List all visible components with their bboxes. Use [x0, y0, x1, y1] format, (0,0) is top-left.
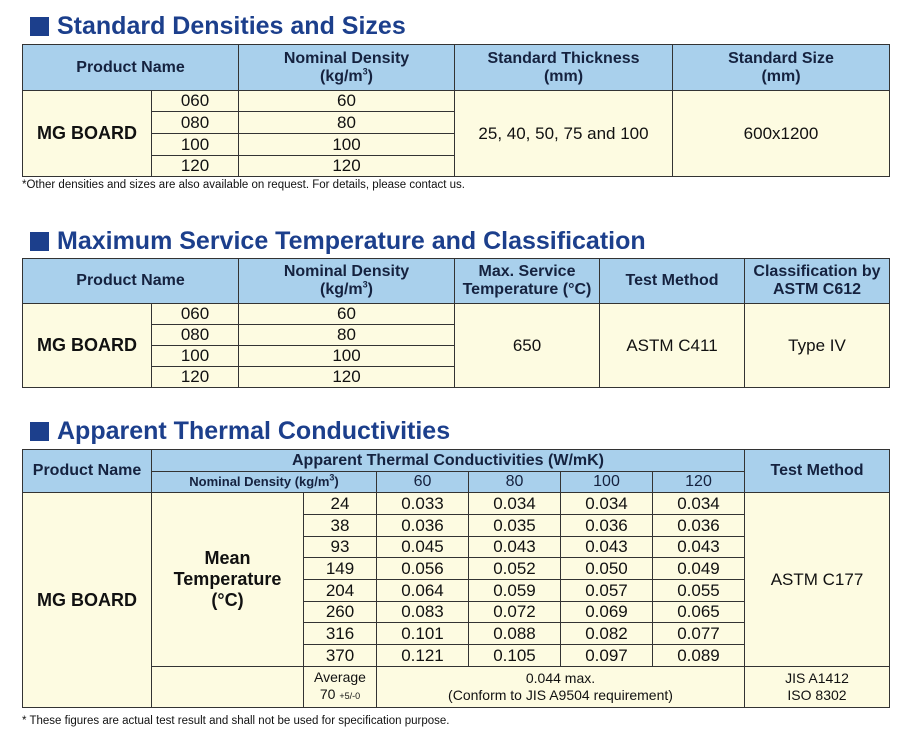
densities-sizes-table — [22, 44, 890, 177]
conductivity-cell: 0.050 — [561, 558, 653, 580]
thickness-value: 25, 40, 50, 75 and 100 — [455, 91, 673, 177]
section2-title — [30, 227, 646, 256]
section2-title-text: Maximum Service Temperature and Classification — [57, 227, 646, 255]
header-max-service-temperature: Max. Service Temperature (°C) — [455, 259, 600, 304]
header-density-80: 80 — [469, 472, 561, 493]
mean-temp-cell: 24 — [304, 493, 377, 515]
grade-cell: 060 — [152, 91, 239, 112]
grade-cell: 120 — [152, 367, 239, 388]
conductivity-cell: 0.034 — [561, 493, 653, 515]
density-cell: 60 — [239, 304, 455, 325]
test-method-value: ASTM C411 — [600, 304, 745, 388]
max-temp-value: 650 — [455, 304, 600, 388]
conductivity-cell: 0.035 — [469, 515, 561, 537]
grade-cell: 080 — [152, 112, 239, 134]
header-apparent-thermal-conductivities: Apparent Thermal Conductivities (W/mK) — [152, 450, 745, 472]
conductivity-cell: 0.043 — [561, 537, 653, 558]
density-cell: 80 — [239, 325, 455, 346]
grade-cell: 080 — [152, 325, 239, 346]
mean-temp-cell: 260 — [304, 602, 377, 623]
conductivity-cell: 0.036 — [377, 515, 469, 537]
conductivity-cell: 0.043 — [469, 537, 561, 558]
conductivity-cell: 0.049 — [653, 558, 745, 580]
header-density-120: 120 — [653, 472, 745, 493]
density-cell: 100 — [239, 346, 455, 367]
average-blank-cell — [152, 667, 304, 708]
mean-temp-cell: 38 — [304, 515, 377, 537]
conductivity-cell: 0.036 — [653, 515, 745, 537]
conductivity-cell: 0.083 — [377, 602, 469, 623]
average-value-cell: 0.044 max. (Conform to JIS A9504 requirement) — [377, 667, 745, 708]
conductivity-cell: 0.064 — [377, 580, 469, 602]
average-temp-cell: Average 70 +5/-0 — [304, 667, 377, 708]
conductivity-cell: 0.072 — [469, 602, 561, 623]
service-temperature-table — [22, 258, 890, 388]
conductivity-cell: 0.077 — [653, 623, 745, 645]
header-classification: Classification by ASTM C612 — [745, 259, 890, 304]
conductivity-cell: 0.055 — [653, 580, 745, 602]
product-name-cell: MG BOARD — [23, 304, 152, 388]
header-product-name: Product Name — [23, 259, 239, 304]
section1-footnote: *Other densities and sizes are also available on request. For details, please contact us. — [22, 179, 465, 191]
section-square-icon — [30, 17, 49, 36]
header-density-100: 100 — [561, 472, 653, 493]
test-method-value: ASTM C177 — [745, 493, 890, 667]
grade-cell: 100 — [152, 134, 239, 156]
section-square-icon — [30, 232, 49, 251]
header-nominal-density: Nominal Density $(kg/m^3)$ — [239, 45, 455, 91]
mean-temp-cell: 370 — [304, 645, 377, 667]
mean-temp-cell: 204 — [304, 580, 377, 602]
conductivity-cell: 0.088 — [469, 623, 561, 645]
density-cell: 60 — [239, 91, 455, 112]
header-standard-size: Standard Size (mm) — [673, 45, 890, 91]
header-product-name: Product Name — [23, 450, 152, 493]
mean-temp-cell: 149 — [304, 558, 377, 580]
section1-title — [30, 12, 406, 41]
conductivity-cell: 0.033 — [377, 493, 469, 515]
thermal-conductivity-table — [22, 449, 890, 708]
section1-title-text: Standard Densities and Sizes — [57, 12, 406, 40]
grade-cell: 120 — [152, 156, 239, 177]
conductivity-cell: 0.034 — [469, 493, 561, 515]
conductivity-cell: 0.082 — [561, 623, 653, 645]
header-density-60: 60 — [377, 472, 469, 493]
mean-temp-cell: 316 — [304, 623, 377, 645]
product-name-cell: MG BOARD — [23, 91, 152, 177]
conductivity-cell: 0.101 — [377, 623, 469, 645]
conductivity-cell: 0.105 — [469, 645, 561, 667]
conductivity-cell: 0.065 — [653, 602, 745, 623]
conductivity-cell: 0.034 — [653, 493, 745, 515]
conductivity-cell: 0.069 — [561, 602, 653, 623]
section3-footnote: * These figures are actual test result and shall not be used for specification purpose. — [22, 715, 450, 727]
mean-temperature-label: Mean Temperature (°C) — [152, 493, 304, 667]
grade-cell: 100 — [152, 346, 239, 367]
header-test-method: Test Method — [600, 259, 745, 304]
conductivity-cell: 0.057 — [561, 580, 653, 602]
conductivity-cell: 0.089 — [653, 645, 745, 667]
header-nominal-density: Nominal Density $(kg/m^3)$ — [239, 259, 455, 304]
density-cell: 100 — [239, 134, 455, 156]
density-cell: 80 — [239, 112, 455, 134]
conductivity-cell: 0.097 — [561, 645, 653, 667]
header-nominal-density: Nominal Density $(kg/m^3)$ — [152, 472, 377, 493]
conductivity-cell: 0.052 — [469, 558, 561, 580]
product-name-cell: MG BOARD — [23, 493, 152, 708]
density-cell: 120 — [239, 156, 455, 177]
section3-title-text: Apparent Thermal Conductivities — [57, 417, 451, 445]
conductivity-cell: 0.059 — [469, 580, 561, 602]
conductivity-cell: 0.121 — [377, 645, 469, 667]
conductivity-cell: 0.043 — [653, 537, 745, 558]
header-product-name: Product Name — [23, 45, 239, 91]
density-cell: 120 — [239, 367, 455, 388]
header-test-method: Test Method — [745, 450, 890, 493]
size-value: 600x1200 — [673, 91, 890, 177]
grade-cell: 060 — [152, 304, 239, 325]
header-standard-thickness: Standard Thickness (mm) — [455, 45, 673, 91]
conductivity-cell: 0.045 — [377, 537, 469, 558]
average-test-method: JIS A1412 ISO 8302 — [745, 667, 890, 708]
conductivity-cell: 0.036 — [561, 515, 653, 537]
conductivity-cell: 0.056 — [377, 558, 469, 580]
section-square-icon — [30, 422, 49, 441]
section3-title — [30, 417, 450, 446]
mean-temp-cell: 93 — [304, 537, 377, 558]
classification-value: Type IV — [745, 304, 890, 388]
